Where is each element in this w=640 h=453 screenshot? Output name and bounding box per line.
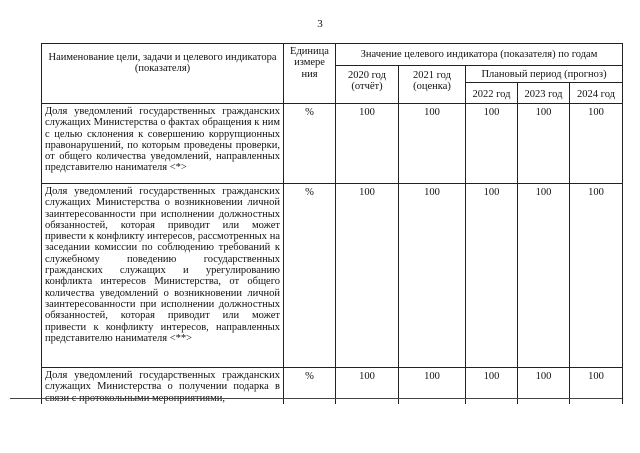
value-2020: 100 [336,104,399,184]
page-number: 3 [317,18,323,30]
value-2023: 100 [518,104,570,184]
indicator-name: Доля уведомлений государственных гражданских служащих Министерства о получении подарка в связи с протокольными мероприятиями, [42,368,284,404]
indicator-name: Доля уведомлений государственных гражданских служащих Министерства о фактах обращения к ним с целью склонения к совершению коррупционных правонарушений, по которым проведены проверки, от общего количества уведомлений, направленных представителю нанимателя <*> [42,104,284,184]
value-2020: 100 [336,368,399,404]
header-value-group: Значение целевого индикатора (показателя) по годам [336,44,623,66]
indicator-unit: % [284,104,336,184]
value-2023: 100 [518,368,570,404]
table-row [42,104,623,184]
header-year-2024: 2024 год [570,83,623,104]
header-year-2021: 2021 год (оценка) [399,66,466,104]
table-row [42,184,623,368]
header-year-2022: 2022 год [466,83,518,104]
indicator-table [41,43,623,404]
header-unit-column: Единица измере ния [284,44,336,104]
indicator-unit: % [284,368,336,404]
value-2024: 100 [570,368,623,404]
indicator-unit: % [284,184,336,368]
page-cut-divider [10,398,622,399]
value-2024: 100 [570,184,623,368]
value-2024: 100 [570,104,623,184]
header-plan-period: Плановый период (прогноз) [466,66,623,83]
value-2022: 100 [466,368,518,404]
header-name-column: Наименование цели, задачи и целевого индикатора (показателя) [42,44,284,104]
value-2022: 100 [466,184,518,368]
value-2021: 100 [399,184,466,368]
header-year-2020: 2020 год (отчёт) [336,66,399,104]
value-2021: 100 [399,104,466,184]
value-2021: 100 [399,368,466,404]
value-2022: 100 [466,104,518,184]
value-2023: 100 [518,184,570,368]
value-2020: 100 [336,184,399,368]
header-year-2023: 2023 год [518,83,570,104]
indicator-name: Доля уведомлений государственных гражданских служащих Министерства о возникновении личной заинтересованности при исполнении должностных обязанностей, которая приводит или может привести к конфликту интересов, рассмотренных на заседании комиссии по соблюдению требований к служебному поведению государственных гражданских служащих и урегулированию конфликта интересов Министерства, от общего количества уведомлений о возникновении личной заинтересованности при исполнении должностных обязанностей, которая приводит или может привести к конфликту интересов, направленных представителю нанимателя <**> [42,184,284,368]
